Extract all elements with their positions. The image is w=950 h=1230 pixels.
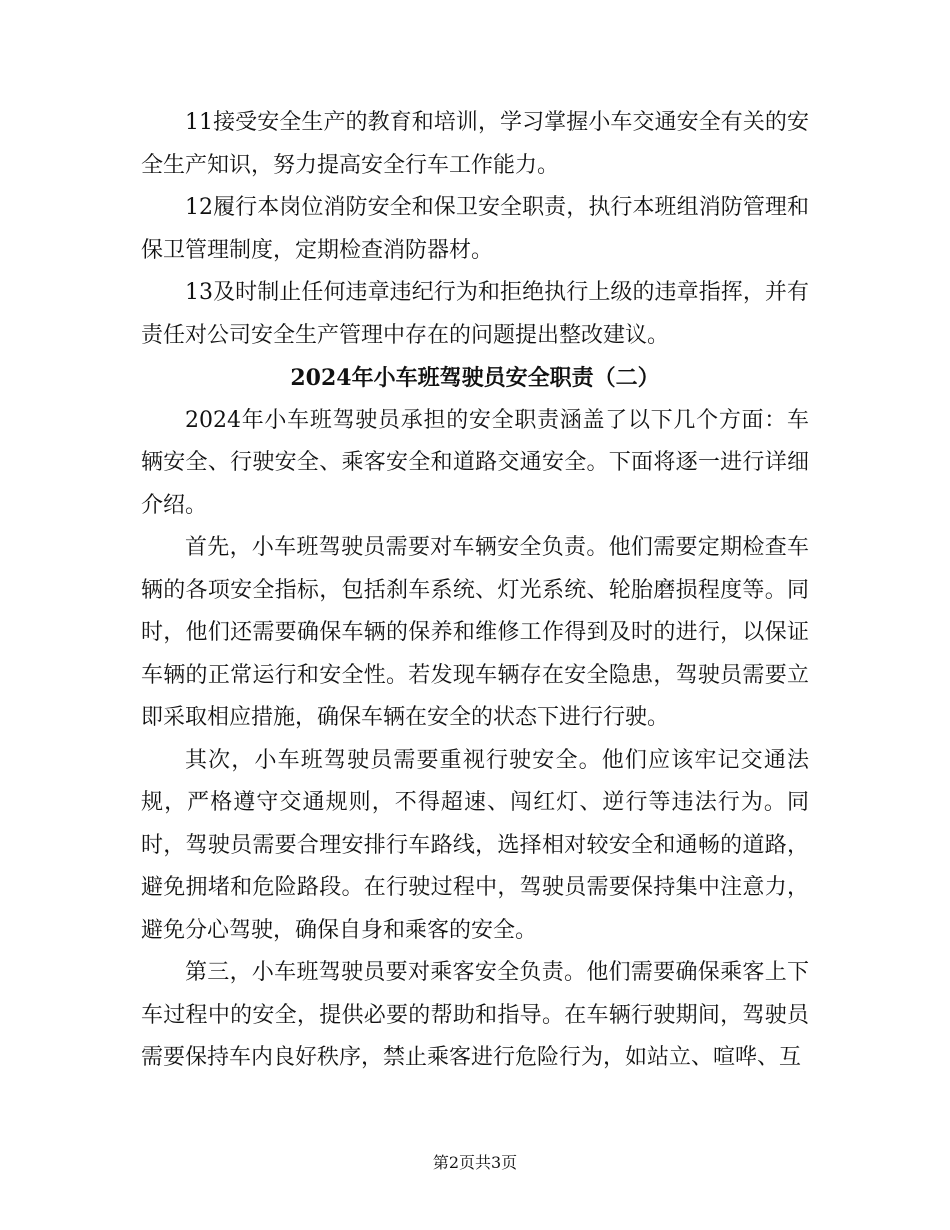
paragraph-intro: 2024年小车班驾驶员承担的安全职责涵盖了以下几个方面：车辆安全、行驶安全、乘客安全和道路交通安全。下面将逐一进行详细介绍。 [141, 407, 809, 518]
paragraph-item-12: 12履行本岗位消防安全和保卫安全职责，执行本班组消防管理和保卫管理制度，定期检查消防器材。 [141, 195, 809, 263]
section-title: 2024年小车班驾驶员安全职责（二） [290, 365, 660, 391]
document-page [141, 102, 809, 1080]
paragraph-vehicle-safety: 首先，小车班驾驶员需要对车辆安全负责。他们需要定期检查车辆的各项安全指标，包括刹车系统、灯光系统、轮胎磨损程度等。同时，他们还需要确保车辆的保养和维修工作得到及时的进行，以保证车辆的正常运行和安全性。若发现车辆存在安全隐患，驾驶员需要立即采取相应措施，确保车辆在安全的状态下进行行驶。 [141, 535, 809, 730]
paragraph-item-13: 13及时制止任何违章违纪行为和拒绝执行上级的违章指挥，并有责任对公司安全生产管理中存在的问题提出整改建议。 [141, 280, 809, 348]
paragraph-item-11: 11接受安全生产的教育和培训，学习掌握小车交通安全有关的安全生产知识，努力提高安全行车工作能力。 [141, 110, 809, 178]
page-number-footer: 第2页共3页 [432, 1153, 518, 1172]
paragraph-driving-safety: 其次，小车班驾驶员需要重视行驶安全。他们应该牢记交通法规，严格遵守交通规则，不得超速、闯红灯、逆行等违法行为。同时，驾驶员需要合理安排行车路线，选择相对较安全和通畅的道路，避免拥堵和危险路段。在行驶过程中，驾驶员需要保持集中注意力，避免分心驾驶，确保自身和乘客的安全。 [141, 747, 809, 943]
paragraph-passenger-safety: 第三，小车班驾驶员要对乘客安全负责。他们需要确保乘客上下车过程中的安全，提供必要的帮助和指导。在车辆行驶期间，驾驶员需要保持车内良好秩序，禁止乘客进行危险行为，如站立、喧哗、互 [141, 960, 809, 1070]
